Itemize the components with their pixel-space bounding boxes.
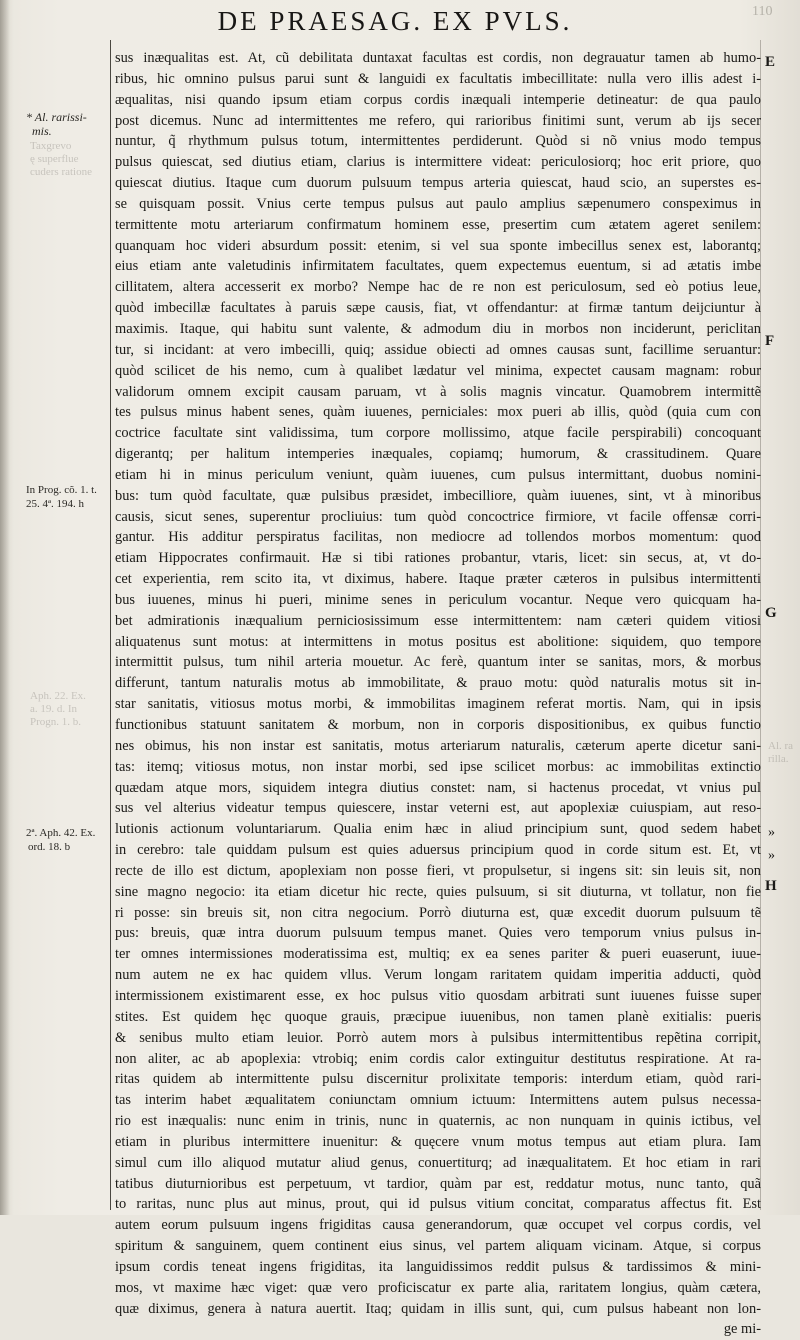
text-line: pulsus quiescat, sed diutius etiam, clarius is intermittere videat: periculosiorq; hoc erit priore, quo bbox=[115, 154, 761, 171]
bleed-through-text: Taxgrevo ę superflue cuders ratione bbox=[30, 140, 92, 178]
text-line: bet admirationis inæqualium perniciosissimum esse intermittentem: nam cæteri quidem vitiosi bbox=[115, 612, 761, 629]
margin-note-line: In Prog. cõ. 1. t. bbox=[26, 484, 97, 496]
text-line: coctrice facultate sint validissima, tum corpore mollissimo, atque facile perspirabili) concoquant bbox=[115, 425, 761, 442]
text-line: non aliter, ac ab apoplexia: vtrobiq; enim cordis calor extinguitur destitutus respiratione. At ra- bbox=[115, 1050, 761, 1067]
margin-note-line: 2ª. Aph. 42. Ex. bbox=[26, 827, 96, 839]
text-line: etiam Hippocrates confirmauit. Hæ si tibi rationes probantur, vtaris, licet: sin secus, at, vt do- bbox=[115, 550, 761, 567]
text-line: tur, si incidant: at vero imbecilli, quiq; assidue obiecti ad omnes causas sunt, facillime seruantur: bbox=[115, 341, 761, 358]
text-line: intermissionem existimarent esse, ex hoc pulsus vitio quosdam arbitrati sunt iuuenes fuisse super bbox=[115, 987, 761, 1004]
text-line: se quisquam possit. Vnius certe tempus pulsus aut paulo amplius sæpenumero conspeximus in bbox=[115, 195, 761, 212]
text-line: lutionis actionum voluntariarum. Qualia enim hæc in aliud principium sunt, quod sedem habet bbox=[115, 821, 761, 838]
margin-note-line: * Al. rarissi- bbox=[26, 110, 87, 124]
text-line: autem eorum pulsuum ingens frigiditas causa generandorum, quæ occupet vel corpus cordis, vel bbox=[115, 1217, 761, 1234]
body-text-block bbox=[115, 48, 761, 1340]
margin-note-line: 25. 4ª. 194. h bbox=[26, 498, 85, 510]
text-line: ipsum cordis teneat ingens frigiditas, ita languidissimos reddit pulsus & tardissimos & mini- bbox=[115, 1258, 761, 1275]
text-line: cet experientia, rem scito ita, vt diximus, habere. Itaque præter cæteros in pulsibus intermittenti bbox=[115, 571, 761, 588]
section-letter-g: G bbox=[765, 605, 777, 621]
text-line: ter omnes intermissiones moderatissima est, multiq; ex ea senes pariter & pueri euaserunt, iuue- bbox=[115, 946, 761, 963]
text-line: etiam in pluribus intermittere inuenitur: & quęcere vnum motus tempus aut etiam plura. Iam bbox=[115, 1133, 761, 1150]
margin-note-line: ord. 18. b bbox=[28, 841, 71, 853]
text-line: nuntur, q̃ rhythmum pulsus totum, intermittentes perdiderunt. Quòd si nõ vnius modo tempus bbox=[115, 133, 761, 150]
text-line: sus inæqualitas est. At, cũ debilitata duntaxat facultas est cordis, non degrauatur tamen ab humo- bbox=[115, 50, 761, 66]
text-line: tatibus diuturnioribus est perpetuum, vt tardior, quàm par est, reddatur motus, nunc tanto, quã bbox=[115, 1175, 761, 1192]
margin-note-variant-reading bbox=[26, 110, 108, 138]
text-line: quòd scilicet de his nemo, cum à qualibet lædatur vel minima, expectet causam magnam: robur bbox=[115, 362, 761, 379]
margin-rule-left bbox=[110, 40, 111, 1210]
text-line: nes obimus, his non instar est sanitatis, motus arteriarum naturalis, cæterum aperte dicetur sani- bbox=[115, 737, 761, 754]
text-line: bus iuuenes, minus hi pueri, minime senes in periculum vocantur. Neque vero quicquam ha- bbox=[115, 591, 761, 608]
text-line: causis, sicut senes, superentur procliuius: tum quòd concoctrice firmiore, vt facile offensæ corri- bbox=[115, 508, 761, 525]
margin-note-reference-prognostics bbox=[26, 483, 108, 511]
margin-note-line: mis. bbox=[32, 124, 52, 138]
text-line: quanquam hoc videri absurdum possit: etenim, si vel sua sponte imbecillus senex est, laborantq; bbox=[115, 237, 761, 254]
text-line: num autem ne ex hac quidem vllus. Verum longam raritatem quidam imperitia adducti, quòd bbox=[115, 967, 761, 984]
text-line: mos, vt maxime hæc viget: quæ vero proficiscatur ex parte alia, raritatem longius, quàm cætera, bbox=[115, 1279, 761, 1296]
text-line: tes pulsus minus habent senes, quàm iuuenes, perniciales: mox pueri ab illis, quòd (quia cum con bbox=[115, 404, 761, 421]
bleed-through-text: Aph. 22. Ex. a. 19. d. In Progn. 1. b. bbox=[30, 690, 86, 728]
text-line: & senibus multo etiam leuior. Porrò autem mors à pulsibus intermittentibus repẽtina corripit, bbox=[115, 1029, 761, 1046]
text-line: simul cum illo aliquod mutatur aliud genus, conuertiturq; ad inæqualitatem. Et hoc etiam in rari bbox=[115, 1154, 761, 1171]
text-line: quædam atque mors, siquidem integra diutius constet: nam, si hactenus procedat, vt vnius pul bbox=[115, 779, 761, 796]
text-line: intermittit pulsus, tum nihil arteria mouetur. Ac ferè, quantum inter se sanitas, mors, & morbus bbox=[115, 654, 761, 671]
text-line: quæ diximus, genera à natura auertit. Itaq; quidam in illis sunt, qui, cum pulsus habeant non lon- bbox=[115, 1300, 761, 1317]
section-letter-h: H bbox=[765, 878, 777, 894]
text-line: stites. Est quidem hęc quoque grauis, præcipue iuuenibus, non tamen planè exitialis: pueris bbox=[115, 1008, 761, 1025]
text-line: star sanitatis, vitiosus motus morbi, & immobilitas imaginem referat mortis. Nam, qui in ipsis bbox=[115, 696, 761, 713]
text-line: to raritas, nunc plus aut minus, prout, qui id pulsus vitium concitat, comparatus affectus fit. Est bbox=[115, 1196, 761, 1213]
text-line: gantur. His additur perspiratus facilitas, non mediocre ad tollendos morbos momentum: quod bbox=[115, 529, 761, 546]
text-line: validorum omnem excipit causam paruam, vt à solis magnis vincatur. Quamobrem intermittẽ bbox=[115, 383, 761, 400]
text-line: aliquatenus sunt motus: at intermittens in motus positus est abolitione: siquidem, quo tempore bbox=[115, 633, 761, 650]
running-head: DE PRAESAG. EX PVLS. bbox=[217, 6, 573, 36]
text-line: rio est inæqualis: nunc enim in trinis, nunc in quaternis, ac non nunquam in quinis ictibus, vel bbox=[115, 1113, 761, 1130]
text-line: maximis. Itaque, qui habitu sunt valente, & admodum diu in morbos non inciderunt, periclitan bbox=[115, 320, 761, 337]
text-line: post dicemus. Nunc ad intermittentes me refero, qui rarioribus finitimi sunt, verum ab ijs secer bbox=[115, 112, 761, 129]
text-line: ri posse: sin breuis sit, non citra negocium. Porrò diuturna est, quæ excedit duorum pulsuum tẽ bbox=[115, 904, 761, 921]
text-line: bus: tum quòd facultate, quæ pulsibus præsidet, imbecilliore, quàm iuuenes, sint, vt à minoribus bbox=[115, 487, 761, 504]
text-line: functionibus statuunt sanitatem & morbum, non in corporis dispositionibus, ex quibus functio bbox=[115, 717, 761, 733]
text-line: in cerebro: tale quiddam pulsum est quies aduersus principium quod in corde situm est. Et, vt bbox=[115, 842, 761, 859]
text-line: termittente motu arteriarum confirmatum hominem esse, presertim cum ætatem ageret senilem: bbox=[115, 216, 761, 233]
text-line: recte de illo est dictum, apoplexiam non posse fieri, vt propulsetur, si ingens sit: sin leuis sit, non bbox=[115, 862, 761, 879]
text-line: eius etiam ante valetudinis infirmitatem facultates, quem expectemus euentum, si ad ætatis imbe bbox=[115, 258, 761, 275]
text-line: pus: breuis, quæ intra duorum pulsuum tempus manet. Quies vero temporum vnius pulsus in- bbox=[115, 925, 761, 942]
text-line: tas: itemq; vitiosus motus, non instar morbi, sed ipse scilicet morbus: ac immobilitas extinctio bbox=[115, 758, 761, 775]
text-line: ge mi- bbox=[723, 1321, 761, 1338]
text-line: quòd imbecillæ facultates à paruis sæpe causis, fiat, vt offendantur: at firmæ tantum deijciuntur à bbox=[115, 300, 761, 317]
text-line: spiritum & sanguinem, quem continent eius sinus, vel partem aliquam vicinam. Atque, si corpus bbox=[115, 1238, 761, 1255]
bleed-through-text: Al. ra rilla. bbox=[768, 740, 794, 765]
text-line: ritas quidem ab intermittente pulsu discernitur prolixitate temporis: interdum etiam, quòd rari- bbox=[115, 1071, 761, 1088]
text-line: sine magno negocio: ita etiam dicetur hic recte, quies pulsuum, si sit diuturna, vt tollatur, non fie bbox=[115, 883, 761, 900]
text-line: digerantq; per halitum intemperies inæquales, copiamq; humorum, & crassitudinem. Quare bbox=[115, 446, 761, 463]
text-line: sus vel alterius videatur tempus quiescere, instar veterni est, aut apoplexiæ cuiuspiam, aut reso- bbox=[115, 800, 761, 817]
text-line: tas interim habet æqualitatem coniunctam omnium ictuum: Intermittens autem pulsus necessa- bbox=[115, 1092, 761, 1109]
text-line: ribus, hic omnino pulsus parui sunt & languidi ex facultatis imbecillitate: nulla vero illis adest i- bbox=[115, 70, 761, 87]
margin-note-reference-aphorisms bbox=[26, 826, 108, 854]
section-letter-e: E bbox=[765, 54, 776, 70]
bleed-through-page-number: 110 bbox=[752, 4, 773, 19]
text-line: differunt, tantum naturalis motus ab immobilitate, & prauo motu: quòd naturalis motus sit in- bbox=[115, 675, 761, 692]
quotation-mark: » bbox=[768, 825, 775, 840]
text-line: quiescat diutius. Itaque cum duorum pulsuum tempus arteria quiescat, haud scio, an superstes es- bbox=[115, 175, 761, 192]
quotation-mark: » bbox=[768, 848, 775, 863]
text-line: cillitatem, altera accesserit ex morbo? Nempe hac de re non est periculosum, sed eò potius leue, bbox=[115, 279, 761, 296]
page-gutter-shadow bbox=[0, 0, 10, 1215]
text-line: æqualitas, nisi quando ipsum etiam corpus cordis inæquali intemperie detineatur: de qua paulo bbox=[115, 91, 761, 108]
section-letter-f: F bbox=[765, 333, 775, 349]
text-line: etiam hi in minus periculum veniunt, quàm iuuenes, cum pulsus intermittant, duobus nomini- bbox=[115, 466, 761, 483]
